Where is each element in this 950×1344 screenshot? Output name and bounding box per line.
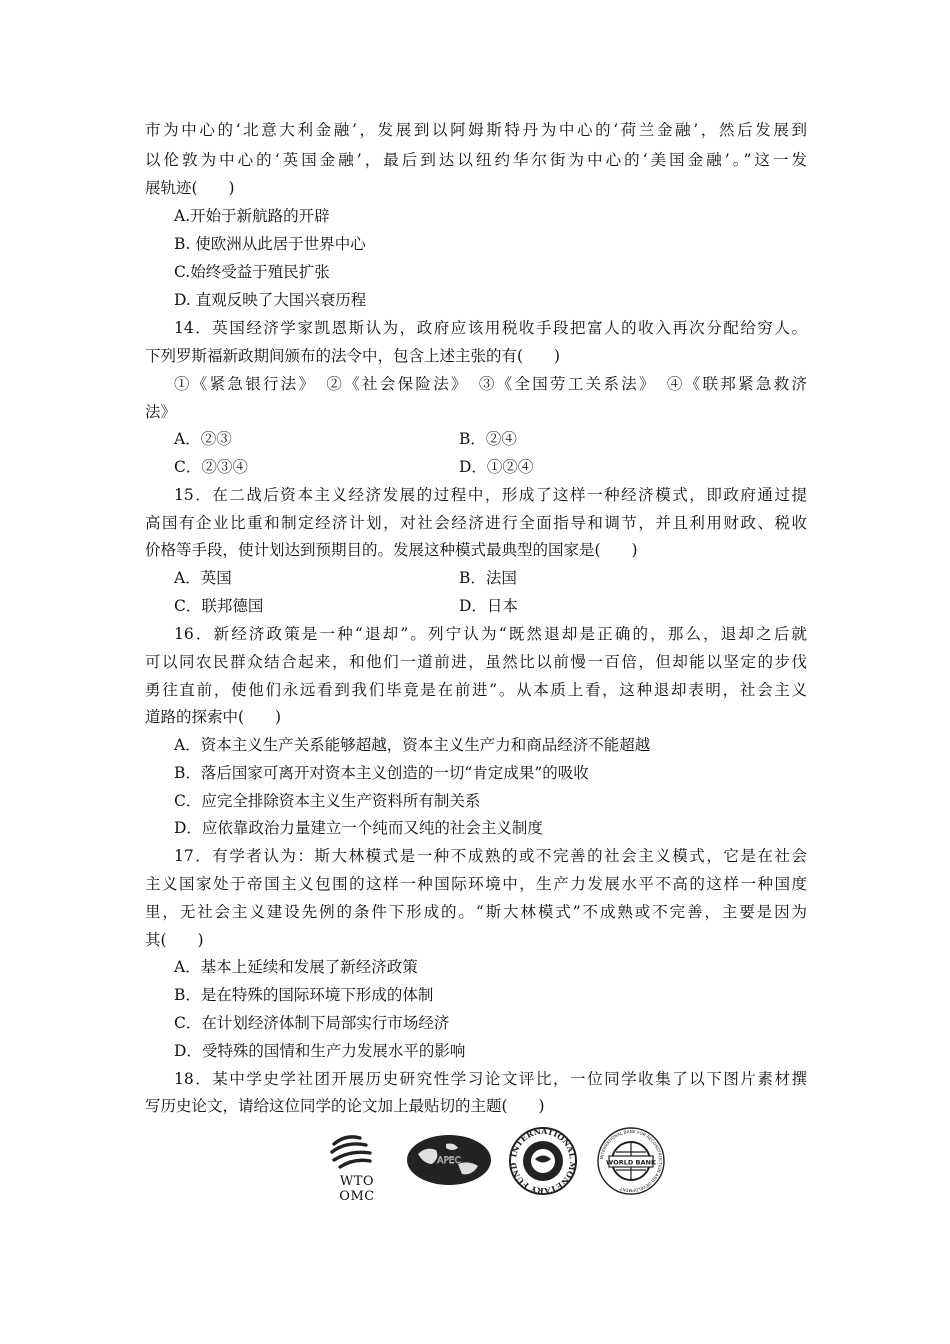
wto-caption: WTO OMC	[339, 1174, 375, 1204]
q13-option-b: B. 使欧洲从此居于世界中心	[174, 235, 366, 253]
q15-stem-line-2: 高国有企业比重和制定经济计划，对社会经济进行全面指导和调节，并且利用财政、税收	[145, 514, 807, 532]
q15-option-d: D．日本	[459, 597, 518, 615]
q17-stem-line-1: 17．有学者认为：斯大林模式是一种不成熟的或不完善的社会主义模式，它是在社会	[174, 847, 807, 865]
q14-laws-line-1: ①《紧急银行法》 ②《社会保险法》 ③《全国劳工关系法》 ④《联邦紧急救济	[174, 375, 807, 393]
imf-seal-icon	[508, 1126, 578, 1196]
q15-option-b: B．法国	[459, 569, 517, 587]
q16-option-d: D．应依靠政治力量建立一个纯而又纯的社会主义制度	[174, 819, 543, 837]
q13-option-a: A.开始于新航路的开辟	[174, 207, 330, 225]
q15-option-a: A．英国	[174, 569, 232, 587]
imf-ring-text: INTERNATIONAL MONETARY FUND	[508, 1126, 578, 1196]
q14-option-b: B．②④	[459, 430, 517, 448]
q16-stem-line-3: 勇往直前，使他们永远看到我们毕竟是在前进”。从本质上看，这种退却表明，社会主义	[145, 681, 807, 699]
imf-logo	[508, 1126, 578, 1196]
q13-stem-line-2: 以伦敦为中心的‘英国金融’，最后到达以纽约华尔街为中心的‘美国金融’。”这一发	[145, 151, 807, 169]
wto-logo	[320, 1128, 394, 1204]
q16-stem-line-1: 16．新经济政策是一种“退却”。列宁认为“既然退却是正确的，那么，退却之后就	[174, 625, 807, 643]
q17-stem-line-3: 里，无社会主义建设先例的条件下形成的。“斯大林模式”不成熟或不完善，主要是因为	[145, 903, 807, 921]
apec-label: APEC	[437, 1156, 461, 1166]
q15-stem-line-1: 15．在二战后资本主义经济发展的过程中，形成了这样一种经济模式，即政府通过提	[174, 486, 807, 504]
q13-stem-line-3: 展轨迹( )	[145, 179, 235, 197]
organization-logos	[320, 1126, 670, 1204]
world-bank-seal-icon	[596, 1126, 666, 1196]
q14-option-a: A．②③	[174, 430, 232, 448]
q15-option-c: C．联邦德国	[174, 597, 264, 615]
q16-option-a: A．资本主义生产关系能够超越，资本主义生产力和商品经济不能超越	[174, 736, 651, 754]
q17-stem-line-4: 其( )	[145, 931, 204, 949]
q18-stem-line-1: 18．某中学史学社团开展历史研究性学习论文评比，一位同学收集了以下图片素材撰	[174, 1070, 807, 1088]
q16-option-b: B．落后国家可离开对资本主义创造的一切“肯定成果”的吸收	[174, 764, 589, 782]
q14-stem-line-1: 14．英国经济学家凯恩斯认为，政府应该用税收手段把富人的收入再次分配给穷人。	[174, 319, 807, 337]
world-bank-logo	[596, 1126, 666, 1196]
q16-stem-line-4: 道路的探索中( )	[145, 708, 282, 726]
q13-option-d: D. 直观反映了大国兴衰历程	[174, 291, 367, 309]
q13-option-c: C.始终受益于殖民扩张	[174, 263, 330, 281]
q15-stem-line-3: 价格等手段，使计划达到预期目的。发展这种模式最典型的国家是( )	[145, 541, 638, 559]
q14-option-d: D．①②④	[459, 458, 534, 476]
q17-option-b: B．是在特殊的国际环境下形成的体制	[174, 986, 434, 1004]
q17-stem-line-2: 主义国家处于帝国主义包围的这样一种国际环境中，生产力发展水平不高的这样一种国度	[145, 875, 807, 893]
q16-option-c: C．应完全排除资本主义生产资料所有制关系	[174, 792, 481, 810]
world-bank-label: WORLD BANK	[606, 1158, 656, 1167]
q17-option-a: A．基本上延续和发展了新经济政策	[174, 958, 418, 976]
wto-swoosh-icon	[320, 1128, 394, 1174]
apec-globe-icon	[406, 1134, 492, 1186]
world-bank-ring-text: INTERNATIONAL BANK FOR RECONSTRUCTION AND DEVELOPMENT	[599, 1128, 664, 1194]
q17-option-d: D．受特殊的国情和生产力发展水平的影响	[174, 1042, 466, 1060]
q13-stem-line-1: 市为中心的‘北意大利金融’，发展到以阿姆斯特丹为中心的‘荷兰金融’，然后发展到	[145, 121, 807, 139]
q17-option-c: C．在计划经济体制下局部实行市场经济	[174, 1014, 450, 1032]
q16-stem-line-2: 可以同农民群众结合起来，和他们一道前进，虽然比以前慢一百倍，但却能以坚定的步伐	[145, 653, 807, 671]
apec-logo	[406, 1134, 492, 1186]
q18-stem-line-2: 写历史论文，请给这位同学的论文加上最贴切的主题( )	[145, 1097, 545, 1115]
q14-stem-line-2: 下列罗斯福新政期间颁布的法令中，包含上述主张的有( )	[145, 347, 561, 365]
q14-laws-line-2: 法》	[145, 403, 177, 421]
q14-option-c: C．②③④	[174, 458, 248, 476]
